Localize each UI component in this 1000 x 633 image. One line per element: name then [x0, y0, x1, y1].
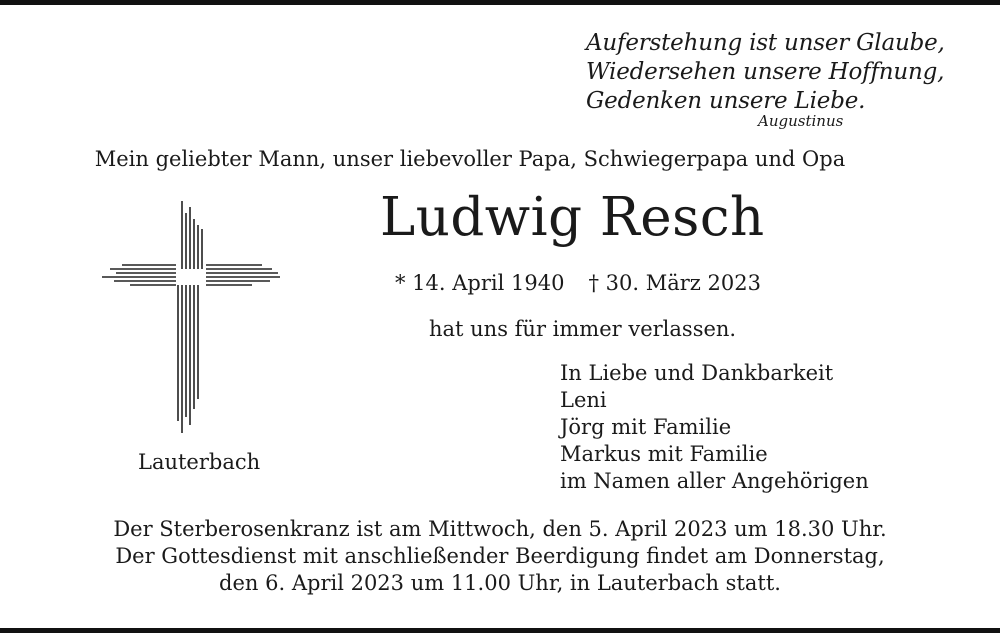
mourner-line: im Namen aller Angehörigen — [560, 469, 869, 493]
mourner-line: Leni — [560, 388, 607, 412]
mourner-line: In Liebe und Dankbarkeit — [560, 361, 834, 385]
place-name: Lauterbach — [138, 450, 261, 474]
deceased-name: Ludwig Resch — [380, 187, 765, 248]
quote-line: Gedenken unsere Liebe. — [586, 88, 866, 114]
passed-away-line: hat uns für immer verlassen. — [429, 317, 737, 341]
service-line: den 6. April 2023 um 11.00 Uhr, in Lauterbach statt. — [219, 571, 781, 595]
service-line: Der Sterberosenkranz ist am Mittwoch, den 5. April 2023 um 18.30 Uhr. — [113, 517, 887, 541]
service-info — [0, 516, 1000, 597]
death-date: † 30. März 2023 — [588, 271, 761, 295]
mourner-line: Jörg mit Familie — [560, 415, 732, 439]
birth-date: * 14. April 1940 — [395, 271, 565, 295]
mourners-list — [560, 360, 869, 495]
quote-block — [586, 29, 945, 116]
intro-line: Mein geliebter Mann, unser liebevoller Papa, Schwiegerpapa und Opa — [94, 147, 846, 171]
quote-author: Augustinus — [758, 112, 844, 130]
service-line: Der Gottesdienst mit anschließender Beerdigung findet am Donnerstag, — [115, 544, 885, 568]
quote-line: Wiedersehen unsere Hoffnung, — [586, 59, 945, 85]
life-dates — [395, 271, 761, 295]
cross-icon — [102, 199, 282, 435]
quote-line: Auferstehung ist unser Glaube, — [586, 30, 945, 56]
mourner-line: Markus mit Familie — [560, 442, 768, 466]
